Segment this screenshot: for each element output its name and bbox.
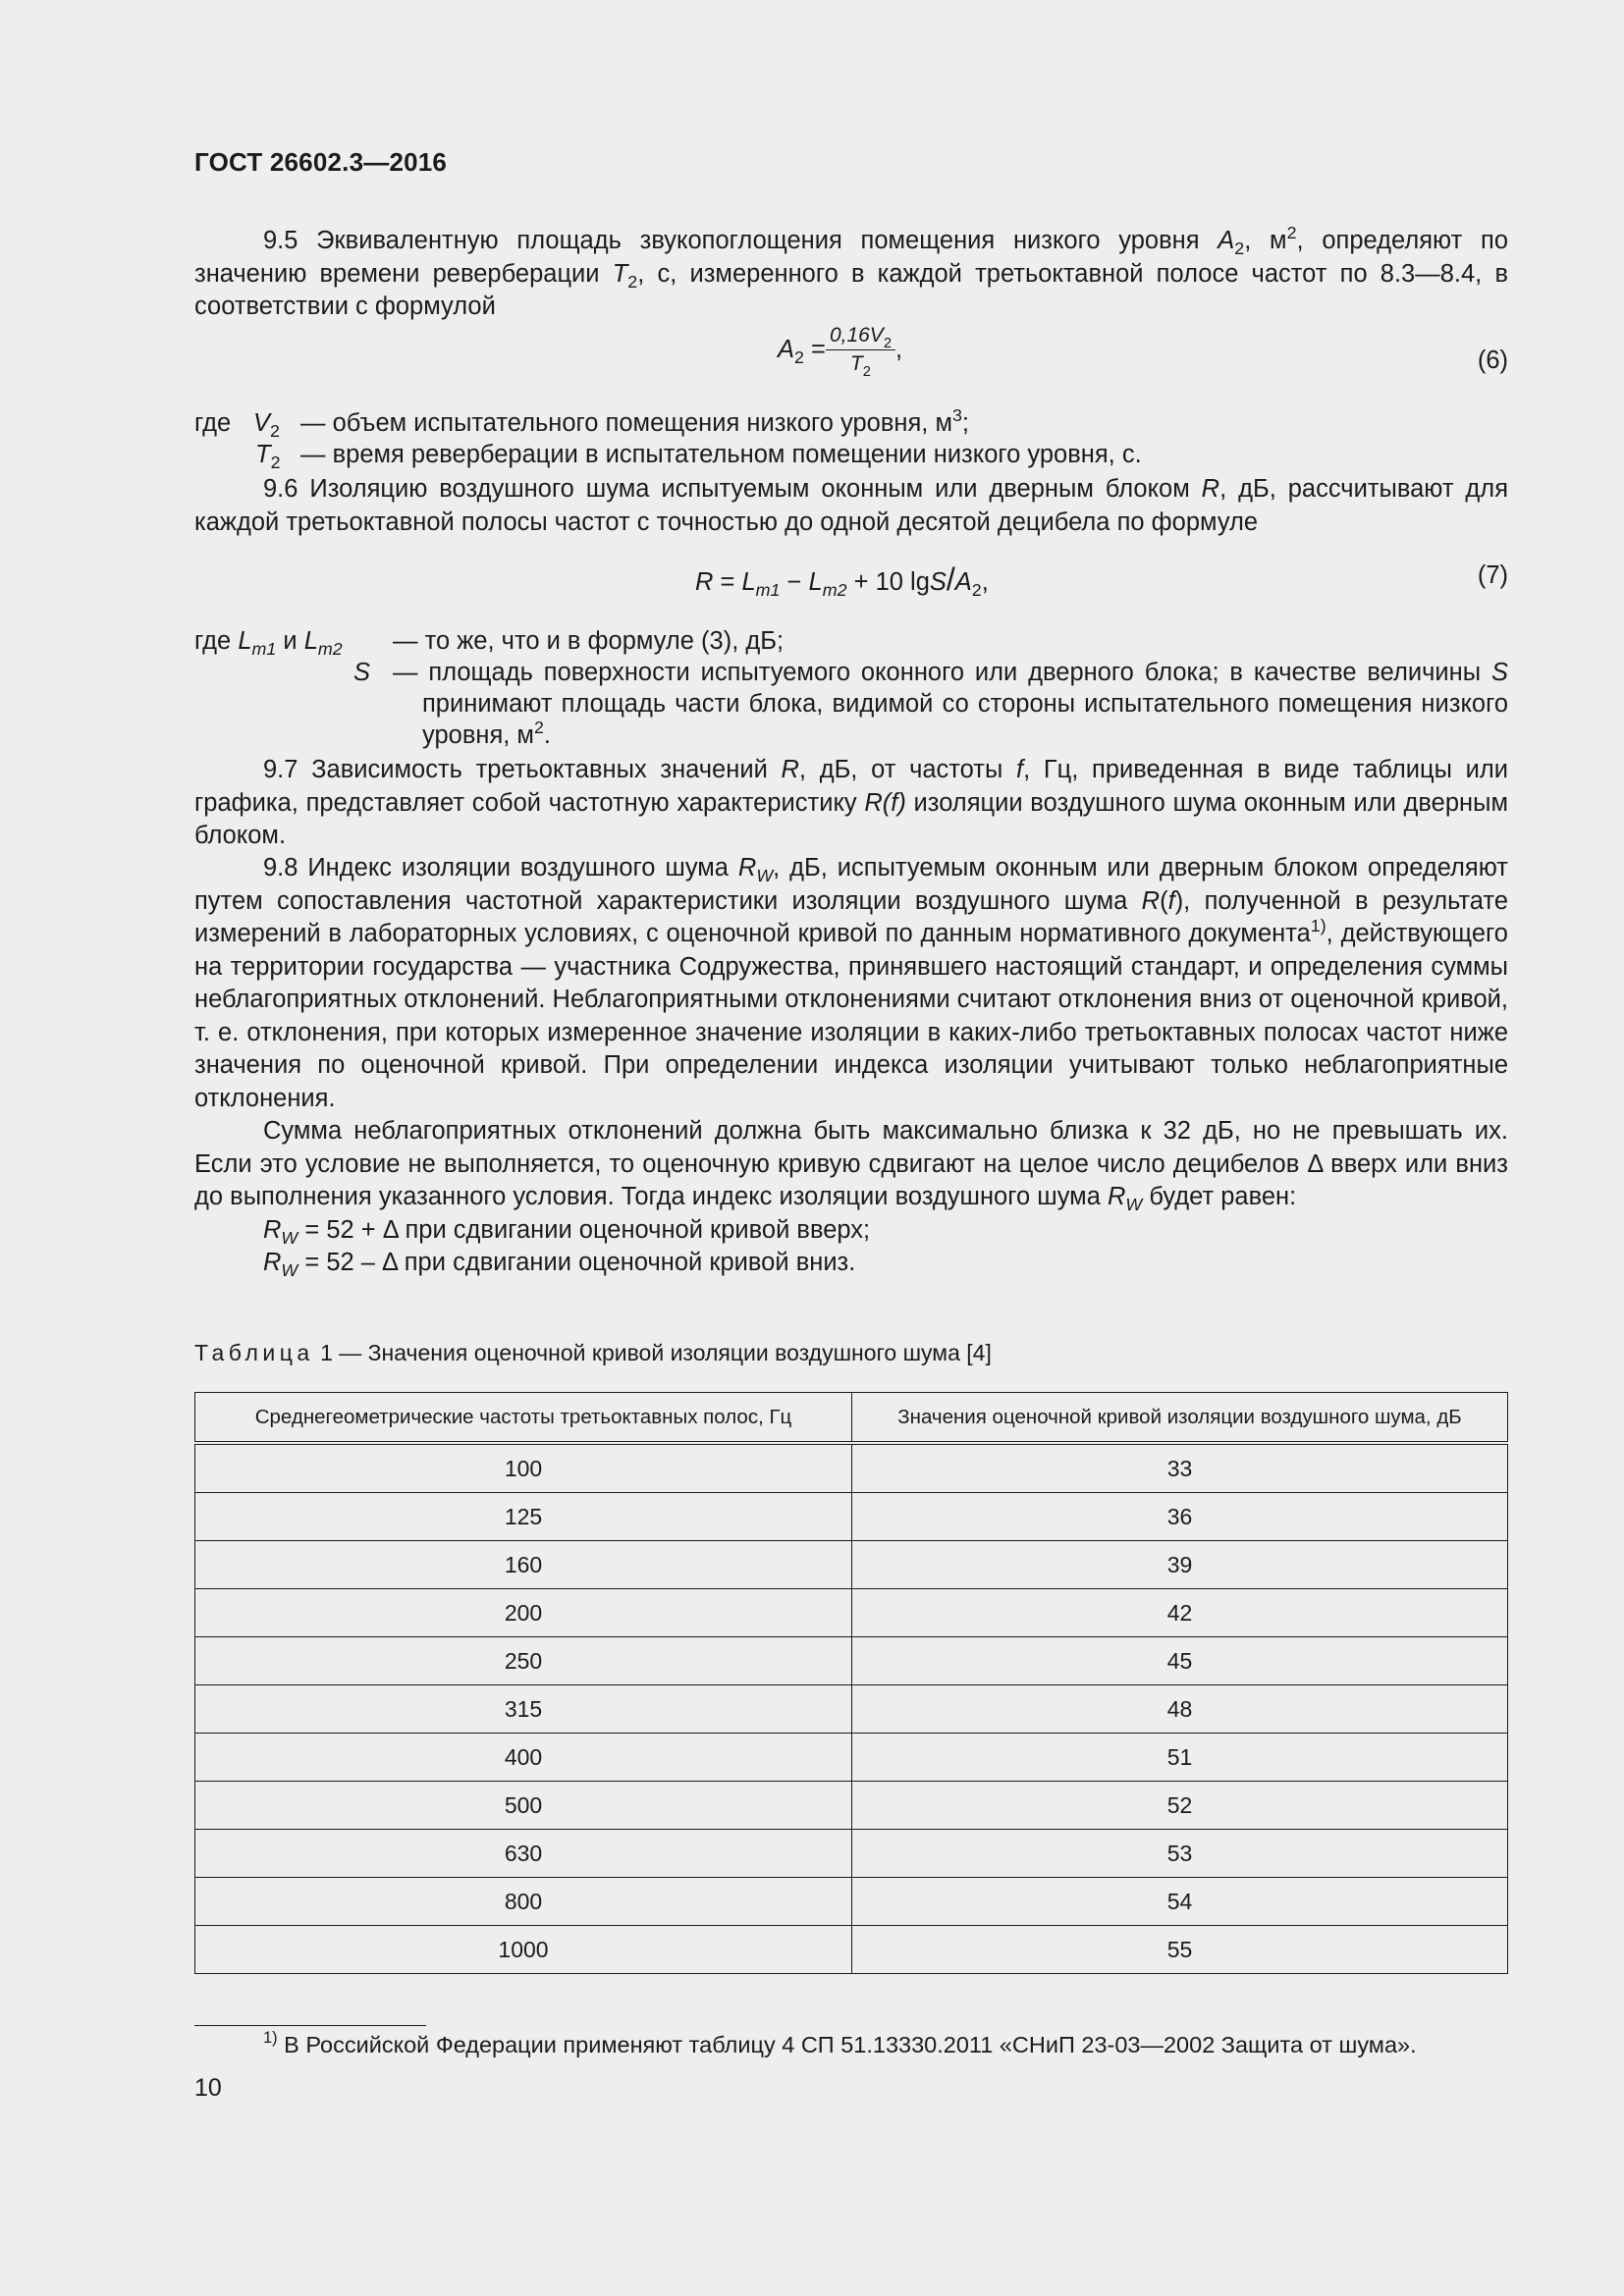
table-row: 500 52 bbox=[195, 1782, 1508, 1830]
table-header-frequency: Среднегеометрические частоты третьоктавных полос, Гц bbox=[195, 1393, 852, 1444]
rule-shift-down: $R_W = 52 - \Delta$ при сдвигании оценочной кривой вниз. bbox=[263, 1249, 856, 1280]
paragraph-9-6: 9.6 Изоляцию воздушного шума испытуемым оконным или дверным блоком R, дБ, рассчитывают для каждой третьоктавной полосы частот с точностью до одной десятой децибела по формуле bbox=[194, 475, 1508, 536]
table-row: 630 53 bbox=[195, 1830, 1508, 1878]
rating-curve-table bbox=[194, 1392, 1508, 1974]
table-caption: Таблица 1 — Значения оценочной кривой изоляции воздушного шума [4] bbox=[194, 1340, 992, 1365]
table-row: 800 54 bbox=[195, 1878, 1508, 1926]
formula-6-legend: где $V_2$ — объем испытательного помещения низкого уровня, $м^3$; $T_2$ — время реверберации в испытательном помещении низкого уровня, с. bbox=[194, 405, 1142, 472]
table-row: 100 33 bbox=[195, 1443, 1508, 1493]
table-row: 200 42 bbox=[195, 1589, 1508, 1637]
rule-shift-up: $R_W = 52 + \Delta$ при сдвигании оценочной кривой вверх; bbox=[263, 1215, 871, 1248]
table-row: 125 36 bbox=[195, 1493, 1508, 1541]
paragraph-9-5: 9.5 Эквивалентную площадь звукопоглощения помещения низкого уровня $A_2$, $м^2$, определяют по значению времени реверберации $T_2$, с, измеренного в каждой третьоктавной полосе частот по 8.3—8.4, в соответствии с формулой bbox=[194, 223, 1508, 320]
table-row: 400 51 bbox=[195, 1734, 1508, 1782]
formula-6: $A_2$ = $\frac{0,16V_2}{T_2}$ , bbox=[778, 324, 903, 380]
standard-header: ГОСТ 26602.3—2016 bbox=[194, 147, 448, 177]
table-row: 1000 55 bbox=[195, 1926, 1508, 1974]
table-row: 160 39 bbox=[195, 1541, 1508, 1589]
table-row: 250 45 bbox=[195, 1637, 1508, 1685]
formula-7: $R = L_{m1} - L_{m2} + 10$ lgS/$A_2$, bbox=[695, 561, 989, 600]
formula-6-fraction: $\frac{0,16V_2}{T_2}$ bbox=[826, 324, 895, 376]
table-row: 315 48 bbox=[195, 1685, 1508, 1734]
footnote: $^{1)}$ В Российской Федерации применяют таблицу 4 СП 51.13330.2011 «СНиП 23-03—2002 Защита от шума». bbox=[263, 2029, 1417, 2057]
page-number: 10 bbox=[194, 2074, 222, 2102]
formula-6-number: (6) bbox=[1477, 347, 1508, 374]
formula-7-number: (7) bbox=[1477, 561, 1508, 589]
paragraph-9-8: 9.8 Индекс изоляции воздушного шума $R_W$, дБ, испытуемым оконным или дверным блоком определяют путем сопоставления частотной характеристики изоляции воздушного шума R(f), полученной в результате измерений в лабораторных условиях, с оценочной кривой по данным нормативного документа$^{1)}$, действующего на территории государства — участника Содружества, принявшего настоящий стандарт, и определения суммы неблагоприятных отклонений. Неблагоприятными отклонениями считают отклонения вниз от оценочной кривой, т. е. отклонения, при которых измеренное значение изоляции в каких-либо третьоктавных полосах частот ниже значения по оценочной кривой. При определении индекса изоляции учитывают только неблагоприятные отклонения. bbox=[194, 854, 1508, 1112]
table-header-value: Значения оценочной кривой изоляции воздушного шума, дБ bbox=[852, 1393, 1508, 1444]
formula-7-legend: где $L_{m1}$ и $L_{m2}$ — то же, что и в формуле (3), дБ; S — площадь поверхности испытуемого оконного или дверного блока; в качестве величины S принимают площадь части блока, видимой со стороны испытательного помещения низкого уровня, $м^2$. bbox=[194, 627, 1508, 749]
paragraph-sum: Сумма неблагоприятных отклонений должна быть максимально близка к 32 дБ, но не превышать их. Если это условие не выполняется, то оценочную кривую сдвигают на целое число децибелов Δ вверх или вниз до выполнения указанного условия. Тогда индекс изоляции воздушного шума $R_W$ будет равен: $R_W = 52 + \Delta$ при сдвигании оценочной кривой вверх; $R_W = 52 - \Delta$ при сдвигании оценочной кривой вниз. bbox=[194, 1117, 1508, 1280]
paragraph-9-7: 9.7 Зависимость третьоктавных значений R, дБ, от частоты f, Гц, приведенная в виде таблицы или графика, представляет собой частотную характеристику R(f) изоляции воздушного шума оконным или дверным блоком. bbox=[194, 756, 1508, 849]
footnote-divider bbox=[194, 2025, 426, 2026]
